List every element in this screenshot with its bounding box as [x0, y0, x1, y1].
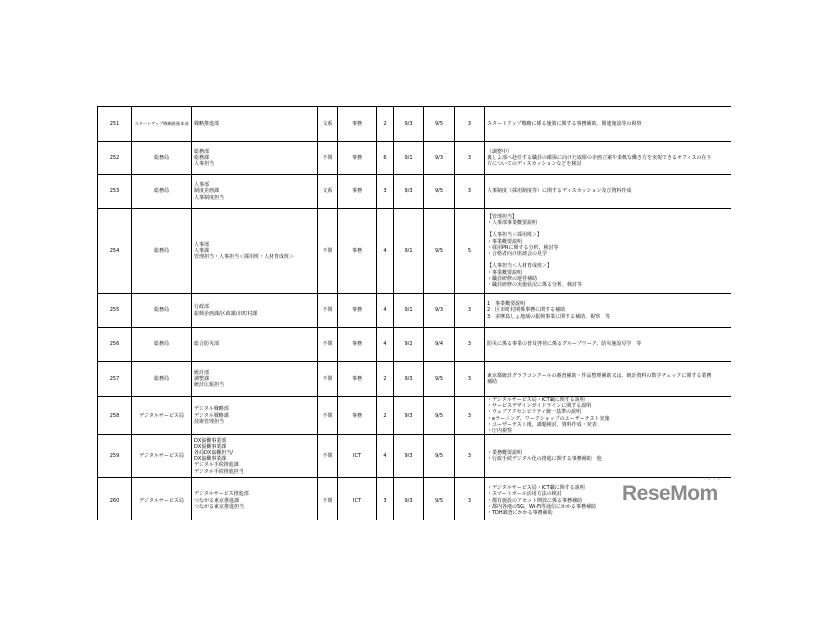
- cell-department-line: 人事担当: [194, 161, 215, 168]
- cell-description-line: ・事業概要説明: [487, 238, 523, 245]
- cell-days: 3: [455, 142, 485, 175]
- cell-department-line: 人事部: [194, 182, 210, 189]
- cell-start-date: 9/3: [394, 362, 424, 397]
- cell-description-line: ・行政手続デジタル化の推進に関する事務補助 他: [487, 456, 602, 463]
- cell-department-line: 総務部: [194, 148, 210, 155]
- cell-field: 不問: [318, 435, 338, 478]
- cell-department: [192, 107, 318, 142]
- cell-job-type: 事務: [338, 362, 377, 397]
- cell-count: 2: [377, 107, 394, 142]
- cell-field: 不問: [318, 294, 338, 328]
- cell-department-line: 統計広報担当: [194, 382, 225, 389]
- cell-description-line: ・人事部事業概要説明: [487, 219, 538, 226]
- cell-description-line: ・合格者向け座談会の見学: [487, 251, 548, 257]
- cell-description-line: ・サービスデザインガイドラインに関する説明: [487, 403, 592, 410]
- cell-field: 不問: [318, 328, 338, 362]
- cell-description-line: 【人事担当＜人材育成班＞】: [487, 263, 553, 270]
- internship-table: [97, 106, 731, 520]
- cell-description-line: ・採用PRに関する分析、検討等: [487, 244, 559, 251]
- cell-end-date: 9/3: [424, 294, 455, 328]
- cell-description: [485, 209, 732, 294]
- cell-description-line: スタートアップ戦略に係る施策に関する事務補助、関連施設等の視察: [487, 120, 642, 127]
- cell-department-line: 人事部: [194, 241, 210, 248]
- cell-end-date: 9/5: [424, 362, 455, 397]
- cell-number: 253: [98, 175, 132, 209]
- cell-description: [485, 294, 732, 328]
- cell-description: [485, 142, 732, 175]
- cell-description-line: ・都有施設のアセット開放に係る事務補助: [487, 497, 582, 504]
- cell-description: [485, 107, 732, 142]
- cell-description-line: ・庁内視察: [487, 428, 513, 435]
- cell-bureau: 総務局: [132, 328, 192, 362]
- cell-description-line: 補助: [487, 379, 498, 385]
- cell-description-line: ・デジタルサービス局・ICT職に関する説明: [487, 397, 585, 403]
- cell-description-line: 方についてのディスカッションなどを検討: [487, 161, 582, 168]
- cell-job-type: ICT: [338, 478, 377, 520]
- cell-bureau: デジタルサービス局: [132, 478, 192, 520]
- cell-days: 5: [455, 209, 485, 294]
- cell-description-line: 人事制度（採用制度等）に関するディスカッション及び資料作成: [487, 188, 632, 195]
- cell-job-type: 事務: [338, 397, 377, 435]
- cell-bureau: スタートアップ戦略推進本部: [132, 107, 192, 142]
- cell-bureau: 総務局: [132, 142, 192, 175]
- cell-department-line: デジタル手続推進課: [194, 462, 239, 469]
- cell-end-date: 9/5: [424, 107, 455, 142]
- cell-job-type: 事務: [338, 328, 377, 362]
- logo-subtext: リセマム: [702, 476, 722, 481]
- cell-department: [192, 294, 318, 328]
- cell-department-line: デジタル戦略課: [194, 412, 229, 419]
- cell-start-date: 9/3: [394, 478, 424, 520]
- cell-department-line: デジタルサービス推進部: [194, 491, 249, 498]
- cell-count: 2: [377, 362, 394, 397]
- table-row: [98, 328, 732, 362]
- cell-description-line: 【人事担当＜採用班＞】: [487, 232, 543, 239]
- cell-start-date: 9/3: [394, 107, 424, 142]
- cell-field: 不問: [318, 209, 338, 294]
- cell-days: 3: [455, 478, 485, 520]
- cell-description-line: ・ユーザーテスト後、課題検討、資料作成・発表: [487, 421, 597, 428]
- cell-job-type: 事務: [338, 294, 377, 328]
- cell-department-line: つながる東京推進課: [194, 497, 240, 504]
- cell-department-line: 管理担当・人事担当＜採用班・人材育成班＞: [194, 254, 295, 261]
- cell-bureau: 総務局: [132, 294, 192, 328]
- cell-count: 4: [377, 435, 394, 478]
- cell-department: [192, 397, 318, 435]
- cell-description-line: ・事業概要説明: [487, 269, 523, 276]
- cell-description: [485, 397, 732, 435]
- cell-number: 258: [98, 397, 132, 435]
- resemom-logo: [622, 476, 726, 512]
- cell-department-line: 調整課: [194, 375, 210, 382]
- cell-description-line: ・業務概要説明: [487, 450, 523, 457]
- cell-number: 251: [98, 107, 132, 142]
- cell-description-line: ・ウェブアクセシビリティ統一基準の説明: [487, 409, 582, 416]
- cell-department: [192, 478, 318, 520]
- cell-description-line: ・職員研修の実施状況に係る分析、検討等: [487, 282, 583, 289]
- cell-department-line: 戦略推進部: [194, 120, 220, 127]
- cell-start-date: 9/3: [394, 435, 424, 478]
- cell-department-line: 各局DX協働担当/: [194, 450, 233, 457]
- cell-description-line: ・TDH調査にかかる事務補助: [487, 510, 553, 517]
- cell-description: [485, 362, 732, 397]
- cell-end-date: 9/5: [424, 175, 455, 209]
- cell-end-date: 9/5: [424, 435, 455, 478]
- cell-department: [192, 209, 318, 294]
- cell-description: [485, 328, 732, 362]
- cell-department-line: つながる東京推進担当: [194, 503, 245, 510]
- cell-department-line: デジタル戦略部: [194, 406, 229, 413]
- cell-start-date: 9/3: [394, 397, 424, 435]
- cell-field: 不問: [318, 397, 338, 435]
- cell-field: 不問: [318, 478, 338, 520]
- cell-job-type: 事務: [338, 142, 377, 175]
- cell-bureau: 総務局: [132, 362, 192, 397]
- cell-end-date: 9/4: [424, 328, 455, 362]
- cell-start-date: 9/1: [394, 294, 424, 328]
- cell-description-line: 【管理担当】: [487, 213, 518, 220]
- table-row: [98, 175, 732, 209]
- cell-count: 3: [377, 175, 394, 209]
- cell-days: 3: [455, 435, 485, 478]
- cell-department: [192, 328, 318, 362]
- cell-field: 不問: [318, 362, 338, 397]
- cell-number: 256: [98, 328, 132, 362]
- cell-job-type: 事務: [338, 107, 377, 142]
- cell-days: 3: [455, 294, 485, 328]
- cell-job-type: ICT: [338, 435, 377, 478]
- cell-description-line: ・デジタルサービス局・ICT職に関する説明: [487, 485, 585, 492]
- cell-description-line: 3 多摩島しょ地域の振興事業に関する補助、視察 等: [487, 313, 611, 320]
- cell-description-line: ・都内各地の5G、Wi-Fi等通信にかかる事務補助: [487, 503, 596, 510]
- cell-end-date: 9/5: [424, 478, 455, 520]
- table-row: [98, 397, 732, 435]
- cell-department-line: デジタル手続推進担当: [194, 468, 244, 475]
- cell-department-line: DX協働事業部: [194, 437, 227, 444]
- logo-wordmark: ReseMom: [622, 482, 718, 505]
- cell-description: [485, 175, 732, 209]
- table-row: [98, 209, 732, 294]
- cell-count: 4: [377, 209, 394, 294]
- cell-department-line: DX協働事業課: [194, 443, 227, 450]
- cell-description-line: 裏しよ部へ赴任する職員の確保に向けた取組の企画立案や柔軟な働き方を実現できるオフィスの在り: [487, 154, 712, 161]
- cell-department-line: 技術管理担当: [194, 418, 225, 425]
- table-row: [98, 362, 732, 397]
- cell-bureau: デジタルサービス局: [132, 397, 192, 435]
- cell-description-line: 東京都統計グラフコンクールの審査補助・作品整理補助又は、統計資料の数字チェックに関する業務: [487, 372, 712, 379]
- cell-count: 6: [377, 142, 394, 175]
- cell-number: 252: [98, 142, 132, 175]
- cell-description-line: ・スマートポール活用方法の検討: [487, 491, 562, 498]
- cell-description-line: ・職員研修の運営補助: [487, 275, 538, 282]
- cell-days: 3: [455, 107, 485, 142]
- cell-days: 3: [455, 328, 485, 362]
- cell-bureau: デジタルサービス局: [132, 435, 192, 478]
- cell-number: 259: [98, 435, 132, 478]
- cell-end-date: 9/5: [424, 209, 455, 294]
- cell-count: 4: [377, 328, 394, 362]
- cell-description-line: 2 区市町村関係事務に関する補助: [487, 307, 566, 314]
- cell-number: 254: [98, 209, 132, 294]
- cell-job-type: 事務: [338, 175, 377, 209]
- cell-department-line: 総務課: [194, 154, 210, 161]
- cell-field: 文系: [318, 107, 338, 142]
- cell-department-line: DX協働事業課: [194, 456, 227, 463]
- table-row: [98, 294, 732, 328]
- cell-end-date: 9/3: [424, 142, 455, 175]
- cell-start-date: 9/2: [394, 328, 424, 362]
- cell-days: 3: [455, 397, 485, 435]
- cell-department-line: 総合防災部: [194, 341, 220, 348]
- cell-department-line: 統計部: [194, 369, 210, 376]
- table-body: [98, 107, 732, 521]
- cell-department-line: 人事制度担当: [194, 194, 225, 201]
- cell-department-line: 人事課: [194, 247, 210, 254]
- internship-table-sheet: [97, 106, 731, 520]
- cell-count: 4: [377, 294, 394, 328]
- cell-department-line: 振興企画課/区政課/市町村課: [194, 310, 258, 317]
- cell-department: [192, 362, 318, 397]
- table-row: [98, 142, 732, 175]
- table-row: [98, 107, 732, 142]
- cell-department: [192, 175, 318, 209]
- cell-field: 不問: [318, 142, 338, 175]
- cell-start-date: 9/1: [394, 209, 424, 294]
- cell-field: 文系: [318, 175, 338, 209]
- cell-description-line: 1 事業概要説明: [487, 301, 526, 308]
- cell-count: 2: [377, 397, 394, 435]
- cell-job-type: 事務: [338, 209, 377, 294]
- cell-department: [192, 142, 318, 175]
- cell-start-date: 9/3: [394, 175, 424, 209]
- cell-description-line: （調整中）: [487, 148, 513, 155]
- cell-bureau: 総務局: [132, 209, 192, 294]
- cell-description-line: ・eラーニング、ワークショップのユーザーテスト実施: [487, 415, 610, 422]
- cell-description-line: 防災に係る事業の普及啓発に係るグループワーク、防災施設見学 等: [487, 341, 642, 348]
- cell-number: 255: [98, 294, 132, 328]
- cell-number: 260: [98, 478, 132, 520]
- table-row: [98, 435, 732, 478]
- cell-bureau: 総務局: [132, 175, 192, 209]
- cell-department-line: 行政部: [194, 304, 210, 311]
- cell-number: 257: [98, 362, 132, 397]
- cell-start-date: 9/1: [394, 142, 424, 175]
- cell-count: 3: [377, 478, 394, 520]
- cell-description: [485, 435, 732, 478]
- cell-department-line: 制度企画課: [194, 188, 220, 195]
- cell-days: 3: [455, 362, 485, 397]
- cell-department: [192, 435, 318, 478]
- cell-days: 3: [455, 175, 485, 209]
- cell-end-date: 9/5: [424, 397, 455, 435]
